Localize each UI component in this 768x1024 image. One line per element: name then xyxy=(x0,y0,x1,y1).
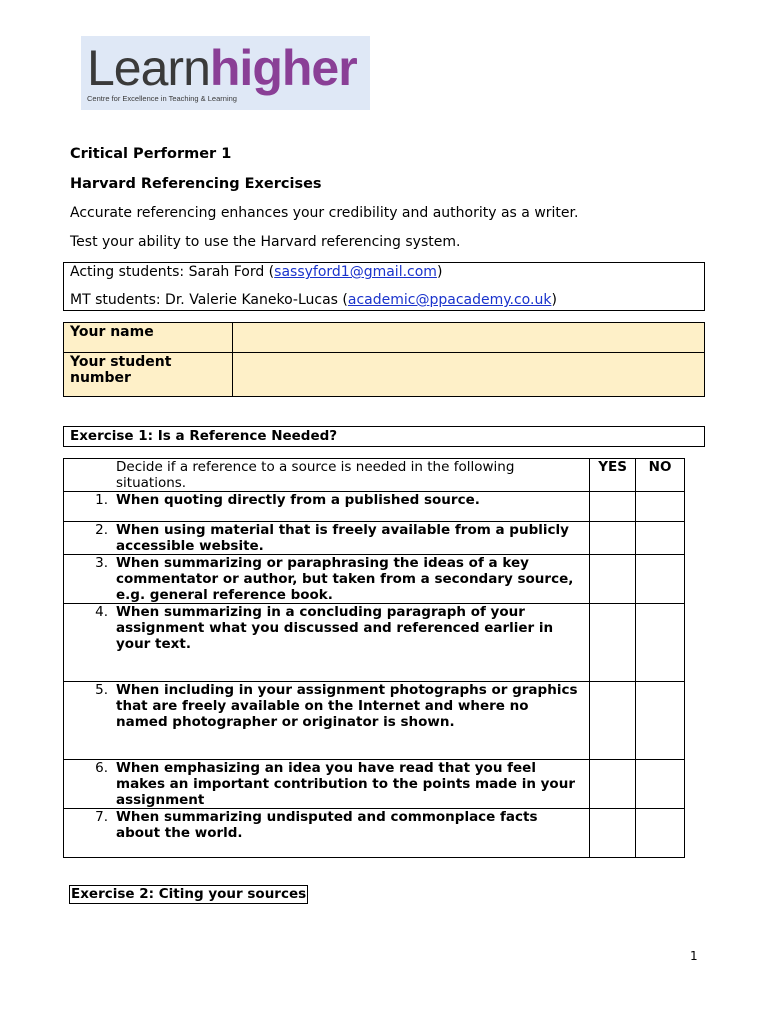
question-row xyxy=(64,522,685,555)
question-row xyxy=(64,809,685,858)
yes-answer-cell[interactable] xyxy=(590,809,636,858)
intro-paragraph-1: Accurate referencing enhances your credibility and authority as a writer. xyxy=(70,205,579,221)
question-row xyxy=(64,555,685,604)
table-header-row xyxy=(64,459,685,492)
question-text: When summarizing in a concluding paragraph of your assignment what you discussed and referenced earlier in your text. xyxy=(116,604,554,652)
question-number: 5. xyxy=(95,682,108,698)
logo-tagline: Centre for Excellence in Teaching & Learning xyxy=(87,94,237,103)
question-cell xyxy=(64,682,590,760)
question-text: When using material that is freely available from a publicly accessible website. xyxy=(116,522,569,554)
document-title: Critical Performer 1 xyxy=(70,146,232,162)
question-number: 2. xyxy=(95,522,108,538)
no-answer-cell[interactable] xyxy=(636,682,685,760)
question-cell xyxy=(64,760,590,809)
student-details-table xyxy=(63,322,705,397)
student-number-label: Your student number xyxy=(64,353,233,397)
exercise1-header xyxy=(63,426,705,447)
no-header: NO xyxy=(636,459,685,492)
question-row xyxy=(64,760,685,809)
no-answer-cell[interactable] xyxy=(636,492,685,522)
no-answer-cell[interactable] xyxy=(636,809,685,858)
no-answer-cell[interactable] xyxy=(636,760,685,809)
question-cell xyxy=(64,604,590,682)
mt-contact-prefix: MT students: Dr. Valerie Kaneko-Lucas ( xyxy=(70,292,348,308)
instruction-text: Decide if a reference to a source is needed in the following situations. xyxy=(116,459,515,491)
logo-word-part2: higher xyxy=(209,40,357,96)
page-number: 1 xyxy=(690,949,698,963)
question-number: 1. xyxy=(95,492,108,508)
yes-answer-cell[interactable] xyxy=(590,604,636,682)
question-row xyxy=(64,492,685,522)
question-text: When emphasizing an idea you have read that you feel makes an important contribution to the points made in your assignment xyxy=(116,760,575,808)
question-cell xyxy=(64,809,590,858)
yes-answer-cell[interactable] xyxy=(590,492,636,522)
yes-answer-cell[interactable] xyxy=(590,555,636,604)
question-number: 7. xyxy=(95,809,108,825)
name-label: Your name xyxy=(64,323,233,353)
question-row xyxy=(64,604,685,682)
yes-answer-cell[interactable] xyxy=(590,760,636,809)
question-text: When summarizing undisputed and commonplace facts about the world. xyxy=(116,809,538,841)
acting-contact xyxy=(70,264,442,280)
mt-contact xyxy=(70,292,557,308)
exercise2-title: Exercise 2: Citing your sources xyxy=(71,886,307,902)
yes-answer-cell[interactable] xyxy=(590,522,636,555)
contact-box xyxy=(63,262,705,311)
acting-email-link[interactable]: sassyford1@gmail.com xyxy=(274,264,437,280)
yes-header: YES xyxy=(590,459,636,492)
no-answer-cell[interactable] xyxy=(636,522,685,555)
question-number: 6. xyxy=(95,760,108,776)
question-number: 3. xyxy=(95,555,108,571)
question-text: When quoting directly from a published source. xyxy=(116,492,480,508)
acting-contact-prefix: Acting students: Sarah Ford ( xyxy=(70,264,275,280)
intro-paragraph-2: Test your ability to use the Harvard referencing system. xyxy=(70,234,461,250)
question-text: When summarizing or paraphrasing the ideas of a key commentator or author, but taken from a secondary source, e.g. general reference book. xyxy=(116,555,574,603)
question-cell xyxy=(64,492,590,522)
question-cell xyxy=(64,555,590,604)
name-row xyxy=(64,323,705,353)
document-subtitle: Harvard Referencing Exercises xyxy=(70,176,322,192)
logo-word-part1: Learn xyxy=(87,40,210,96)
question-row xyxy=(64,682,685,760)
question-number: 4. xyxy=(95,604,108,620)
mt-contact-suffix: ) xyxy=(551,292,557,308)
student-number-row xyxy=(64,353,705,397)
exercise1-table xyxy=(63,458,685,858)
name-field[interactable] xyxy=(233,323,705,353)
question-text: When including in your assignment photographs or graphics that are freely available on the Internet and where no named photographer or originator is shown. xyxy=(116,682,578,730)
instruction-cell xyxy=(64,459,590,492)
no-answer-cell[interactable] xyxy=(636,604,685,682)
acting-contact-suffix: ) xyxy=(436,264,443,280)
yes-answer-cell[interactable] xyxy=(590,682,636,760)
exercise1-title: Exercise 1: Is a Reference Needed? xyxy=(70,428,338,444)
mt-email-link[interactable]: academic@ppacademy.co.uk xyxy=(347,292,552,308)
no-answer-cell[interactable] xyxy=(636,555,685,604)
student-number-field[interactable] xyxy=(233,353,705,397)
learnhigher-logo xyxy=(81,36,370,110)
question-cell xyxy=(64,522,590,555)
logo-wordmark xyxy=(87,40,357,96)
